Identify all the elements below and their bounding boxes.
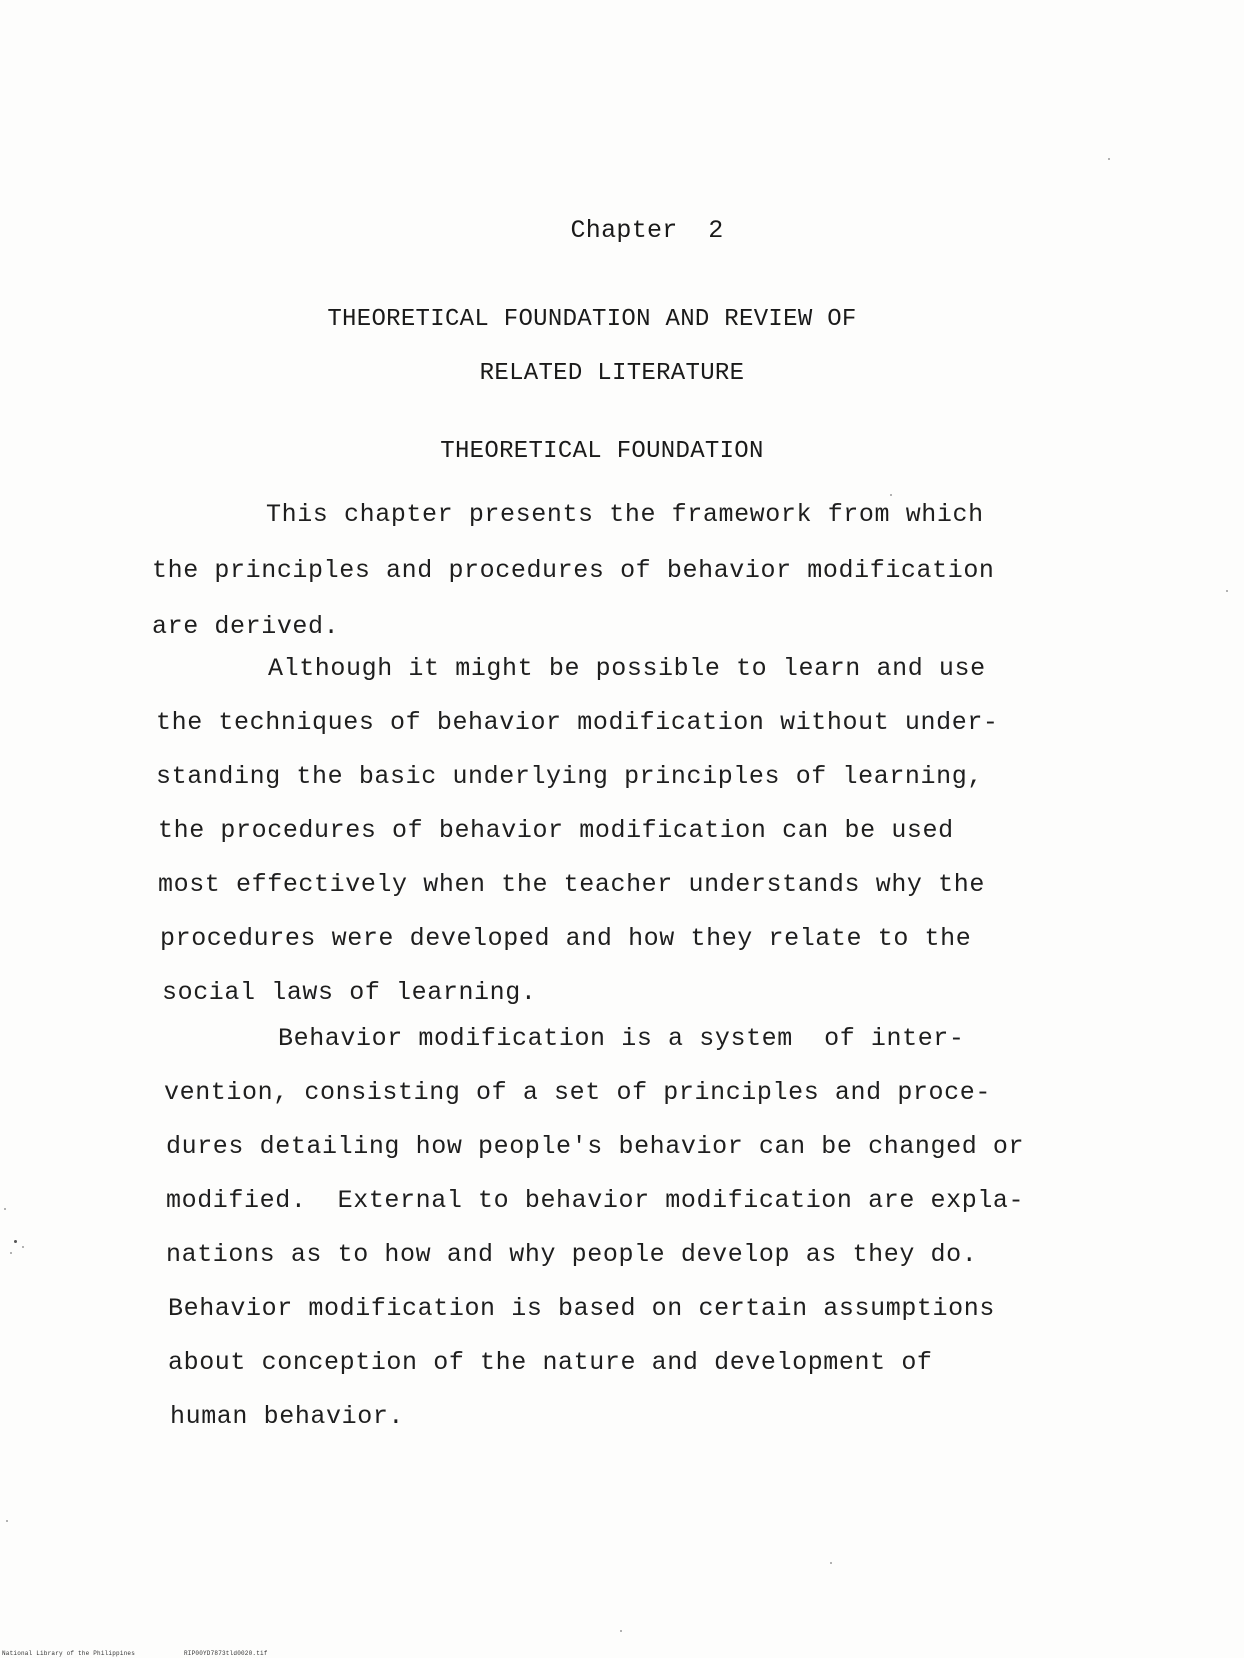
scan-speck	[4, 1208, 6, 1210]
scan-speck	[6, 1520, 8, 1522]
paragraph-3-line-2: vention, consisting of a set of principles and proce-	[164, 1078, 991, 1107]
chapter-label: Chapter 2	[570, 216, 724, 245]
scan-speck	[830, 1562, 832, 1564]
scan-speck	[10, 1252, 12, 1254]
paragraph-2-line-2: the techniques of behavior modification without under-	[156, 708, 999, 737]
paragraph-1-line-2: the principles and procedures of behavior modification	[152, 556, 995, 585]
scan-speck	[890, 494, 892, 496]
footer-file-id: RIP00YD7873tld0020.tif	[184, 1650, 268, 1657]
scan-speck	[22, 1246, 24, 1248]
paragraph-3-line-6: Behavior modification is based on certain assumptions	[168, 1294, 995, 1323]
chapter-title-line-1: THEORETICAL FOUNDATION AND REVIEW OF	[327, 306, 857, 333]
paragraph-2-line-6: procedures were developed and how they relate to the	[160, 924, 972, 953]
paragraph-1-line-1: This chapter presents the framework from which	[266, 500, 984, 529]
section-heading: THEORETICAL FOUNDATION	[440, 438, 764, 465]
paragraph-2-line-7: social laws of learning.	[162, 978, 537, 1007]
paragraph-2-line-1: Although it might be possible to learn and use	[268, 654, 986, 683]
paragraph-3-line-8: human behavior.	[170, 1402, 405, 1431]
scan-speck	[620, 1630, 622, 1632]
scan-speck	[14, 1240, 17, 1243]
chapter-title-line-2: RELATED LITERATURE	[479, 360, 745, 387]
paragraph-3-line-3: dures detailing how people's behavior can be changed or	[166, 1132, 1025, 1161]
scan-speck	[1108, 158, 1110, 160]
paragraph-3-line-1: Behavior modification is a system of inter-	[278, 1024, 965, 1053]
paragraph-3-line-4: modified. External to behavior modification are expla-	[166, 1186, 1025, 1215]
paragraph-3-line-5: nations as to how and why people develop as they do.	[166, 1240, 978, 1269]
scan-speck	[1226, 590, 1228, 592]
paragraph-2-line-4: the procedures of behavior modification can be used	[158, 816, 954, 845]
footer-library-label: National Library of the Philippines	[2, 1650, 136, 1657]
paragraph-3-line-7: about conception of the nature and development of	[168, 1348, 933, 1377]
paragraph-2-line-5: most effectively when the teacher understands why the	[158, 870, 985, 899]
paragraph-1-line-3: are derived.	[152, 612, 340, 641]
paragraph-2-line-3: standing the basic underlying principles of learning,	[156, 762, 983, 791]
